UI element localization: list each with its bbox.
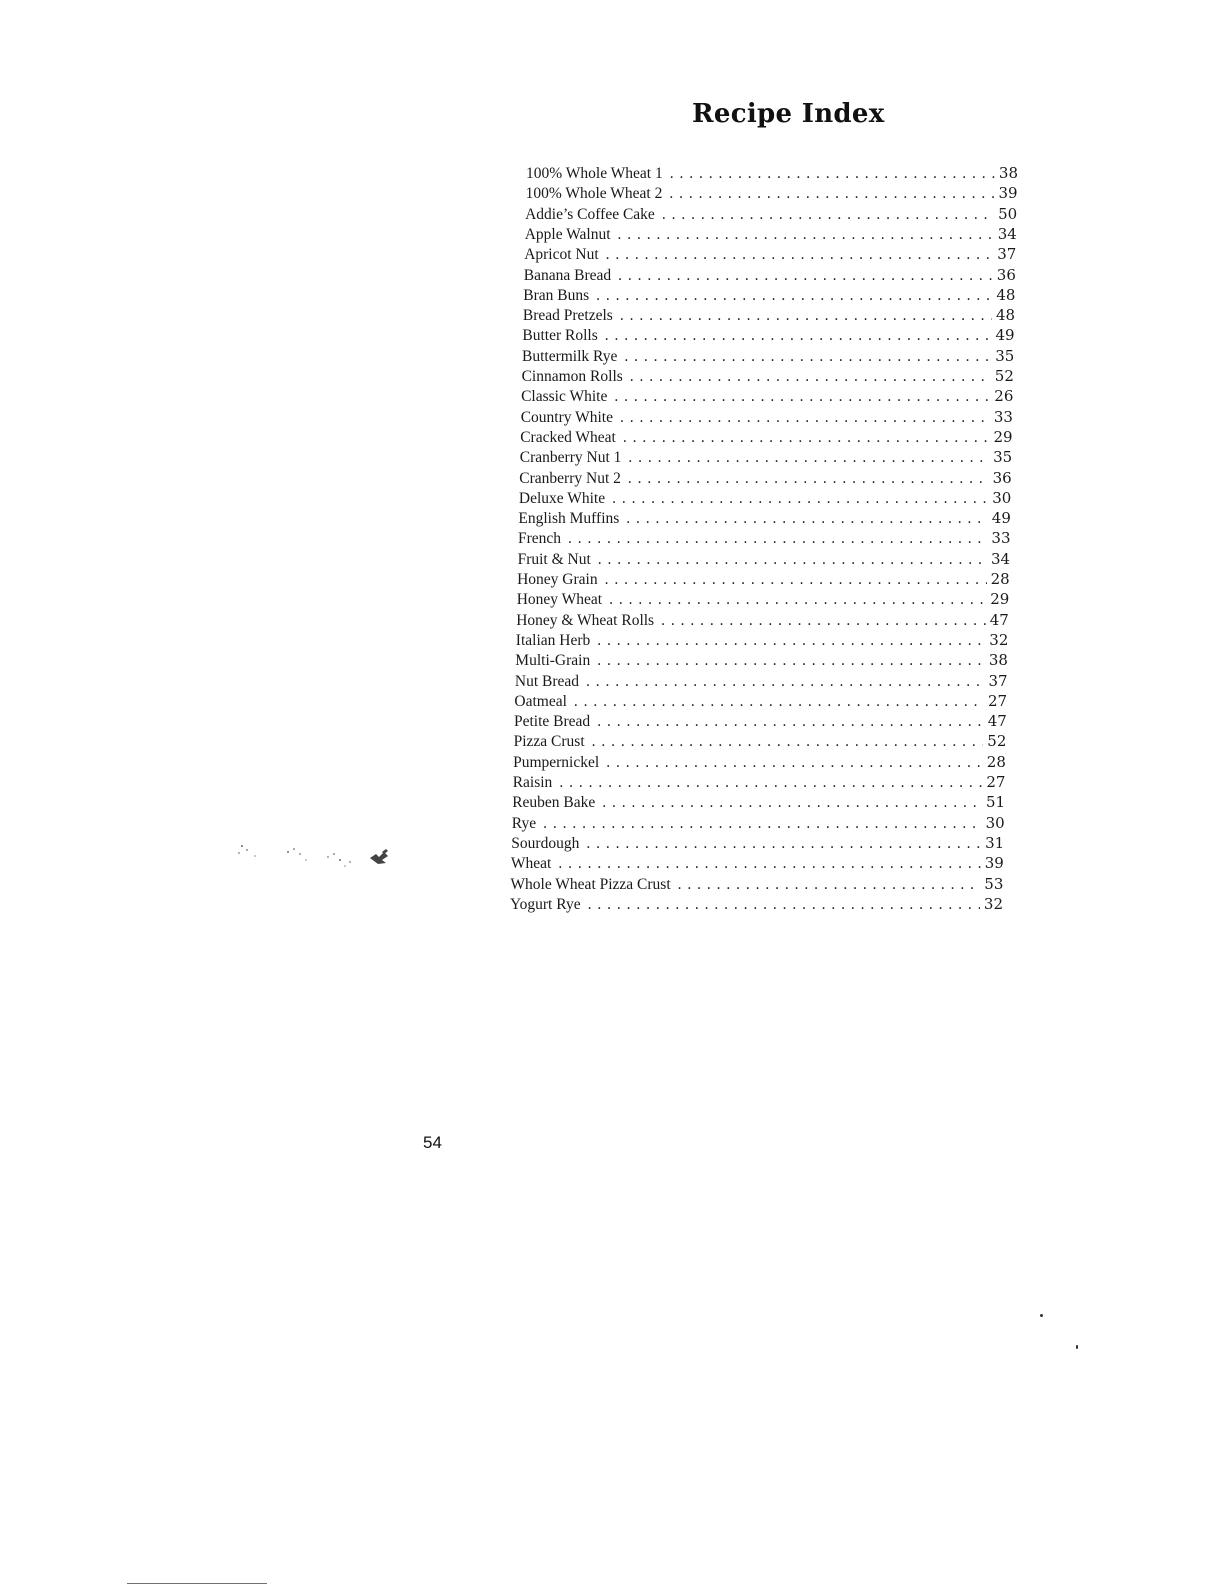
entry-name: Multi-Grain <box>515 652 591 670</box>
entry-page-number: 33 <box>993 407 1013 426</box>
index-entry <box>526 163 1018 183</box>
index-entry <box>511 833 1004 853</box>
index-entry <box>514 731 1007 751</box>
entry-page-number: 51 <box>985 793 1006 812</box>
index-entry <box>513 772 1006 792</box>
index-entry <box>523 285 1015 305</box>
entry-page-number: 36 <box>996 265 1016 284</box>
entry-page-number: 29 <box>990 590 1010 609</box>
entry-page-number: 34 <box>991 549 1011 568</box>
bottom-rule <box>127 1583 267 1584</box>
dot-leader <box>605 570 987 589</box>
entry-page-number: 39 <box>998 184 1018 203</box>
index-entry <box>510 894 1003 914</box>
index-entry <box>516 610 1009 630</box>
entry-name: French <box>518 530 562 548</box>
entry-page-number: 53 <box>984 874 1004 893</box>
entry-page-number: 47 <box>989 610 1009 629</box>
dot-leader <box>568 529 987 548</box>
entry-name: Wheat <box>510 855 552 873</box>
index-entry <box>515 650 1008 670</box>
entry-name: Deluxe White <box>518 489 606 507</box>
index-entry <box>520 427 1012 447</box>
index-entry <box>513 752 1006 772</box>
dot-leader <box>623 428 990 447</box>
entry-name: Apple Walnut <box>524 225 611 243</box>
scan-speckle-marks <box>230 838 400 883</box>
entry-page-number: 50 <box>998 204 1018 223</box>
entry-page-number: 39 <box>984 854 1004 873</box>
index-entry <box>519 468 1011 488</box>
page-number: 54 <box>423 1133 442 1152</box>
entry-page-number: 31 <box>985 833 1005 852</box>
dot-leader <box>597 712 984 731</box>
index-entry <box>525 204 1017 224</box>
entry-name: Oatmeal <box>514 692 567 710</box>
entry-page-number: 48 <box>995 306 1016 325</box>
entry-name: Honey Wheat <box>516 591 603 609</box>
index-entry <box>524 265 1016 285</box>
dot-leader <box>630 367 991 386</box>
dot-leader <box>620 306 992 325</box>
entry-page-number: 36 <box>992 468 1012 487</box>
dot-leader <box>669 184 994 203</box>
dot-leader <box>592 732 984 751</box>
dot-leader <box>620 408 990 427</box>
dot-leader <box>588 895 980 914</box>
entry-name: Country White <box>520 408 613 426</box>
entry-page-number: 27 <box>986 773 1006 791</box>
entry-name: Pizza Crust <box>513 733 585 751</box>
entry-name: Reuben Bake <box>512 794 596 812</box>
entry-page-number: 33 <box>991 529 1011 548</box>
index-entry <box>516 630 1009 650</box>
entry-name: Italian Herb <box>515 631 591 649</box>
entry-page-number: 48 <box>996 285 1016 304</box>
dot-leader <box>606 245 994 264</box>
entry-name: Whole Wheat Pizza Crust <box>510 875 671 893</box>
entry-page-number: 30 <box>992 488 1012 507</box>
index-entry <box>515 671 1008 691</box>
index-entry <box>511 853 1004 873</box>
entry-name: Petite Bread <box>514 713 591 731</box>
entry-page-number: 34 <box>997 224 1017 243</box>
page-title: Recipe Index <box>692 99 885 130</box>
entry-page-number: 26 <box>994 387 1014 406</box>
dot-leader <box>624 347 991 366</box>
entry-page-number: 52 <box>987 732 1007 751</box>
entry-page-number: 27 <box>987 691 1008 710</box>
entry-name: Fruit & Nut <box>517 550 591 568</box>
index-entry <box>518 549 1011 569</box>
entry-page-number: 35 <box>993 448 1013 467</box>
index-entry <box>519 488 1011 508</box>
entry-name: Butter Rolls <box>522 327 598 345</box>
index-entry <box>525 224 1017 244</box>
entry-name: Banana Bread <box>523 266 612 284</box>
index-entry <box>517 589 1010 609</box>
index-entry <box>514 691 1007 711</box>
entry-name: Pumpernickel <box>513 753 600 771</box>
entry-name: Cranberry Nut 1 <box>519 449 622 467</box>
dot-leader <box>558 854 980 873</box>
index-entry <box>522 366 1014 386</box>
dot-leader <box>586 672 984 691</box>
entry-page-number: 49 <box>995 326 1015 345</box>
dot-leader <box>661 611 986 630</box>
entry-name: Apricot Nut <box>524 246 599 264</box>
dot-leader <box>598 550 987 569</box>
index-entry <box>510 874 1003 894</box>
entry-name: Nut Bread <box>514 672 580 690</box>
dot-leader <box>628 448 989 467</box>
entry-name: Rye <box>511 814 537 832</box>
entry-name: 100% Whole Wheat 1 <box>526 165 663 182</box>
entry-name: Cracked Wheat <box>520 428 616 446</box>
entry-name: Bread Pretzels <box>522 307 613 325</box>
dot-leader <box>626 509 988 528</box>
entry-page-number: 32 <box>983 894 1003 913</box>
dot-leader <box>543 814 981 833</box>
scan-dot-mark <box>1076 1345 1078 1349</box>
entry-name: Buttermilk Rye <box>522 347 618 365</box>
entry-page-number: 38 <box>988 651 1008 670</box>
entry-name: Cranberry Nut 2 <box>519 469 621 487</box>
entry-page-number: 35 <box>995 346 1015 365</box>
entry-name: Sourdough <box>511 834 580 852</box>
entry-page-number: 32 <box>989 630 1009 649</box>
dot-leader <box>602 793 982 812</box>
index-entry <box>517 569 1010 589</box>
index-entry <box>518 528 1011 548</box>
dot-leader <box>662 205 994 224</box>
dot-leader <box>605 326 992 345</box>
index-entry <box>522 325 1014 345</box>
dot-leader <box>586 834 981 853</box>
dot-leader <box>574 692 984 711</box>
dot-leader <box>559 773 982 792</box>
entry-name: Cinnamon Rolls <box>521 368 623 385</box>
entry-page-number: 38 <box>998 164 1018 182</box>
index-entry <box>514 711 1007 731</box>
dot-leader <box>618 266 993 285</box>
dot-leader <box>618 225 994 244</box>
entry-page-number: 28 <box>986 752 1006 771</box>
dot-leader <box>670 164 995 183</box>
dot-leader <box>597 651 985 670</box>
index-entry <box>522 346 1014 366</box>
entry-page-number: 52 <box>994 367 1014 385</box>
entry-page-number: 28 <box>990 570 1010 588</box>
index-entry <box>524 244 1016 264</box>
index-entry <box>523 305 1015 325</box>
dot-leader <box>596 286 992 305</box>
scan-dot-mark <box>1040 1314 1043 1317</box>
entry-page-number: 37 <box>988 671 1008 690</box>
entry-name: 100% Whole Wheat 2 <box>525 185 663 203</box>
entry-name: Honey Grain <box>517 571 598 588</box>
entry-name: English Muffins <box>518 510 620 528</box>
entry-page-number: 47 <box>987 712 1007 731</box>
index-entry <box>526 183 1018 203</box>
dot-leader <box>609 590 986 609</box>
dot-leader <box>628 469 989 488</box>
entry-name: Honey & Wheat Rolls <box>516 611 655 629</box>
dot-leader <box>614 387 990 406</box>
entry-page-number: 29 <box>993 427 1013 446</box>
entry-name: Bran Buns <box>523 286 590 304</box>
entry-name: Classic White <box>521 388 608 406</box>
dot-leader <box>606 753 983 772</box>
dot-leader <box>678 875 981 894</box>
index-entry <box>512 813 1005 833</box>
dot-leader <box>597 631 985 650</box>
index-entry <box>521 386 1013 406</box>
index-entry <box>512 792 1005 812</box>
entry-name: Addie’s Coffee Cake <box>525 205 655 223</box>
index-entry <box>518 508 1011 528</box>
entry-name: Yogurt Rye <box>510 895 581 913</box>
index-entry <box>521 407 1013 427</box>
index-entry <box>520 447 1012 467</box>
dot-leader <box>612 489 988 508</box>
entry-name: Raisin <box>512 774 553 791</box>
entry-page-number: 49 <box>991 509 1011 528</box>
entry-page-number: 30 <box>985 813 1005 832</box>
entry-page-number: 37 <box>997 245 1017 264</box>
